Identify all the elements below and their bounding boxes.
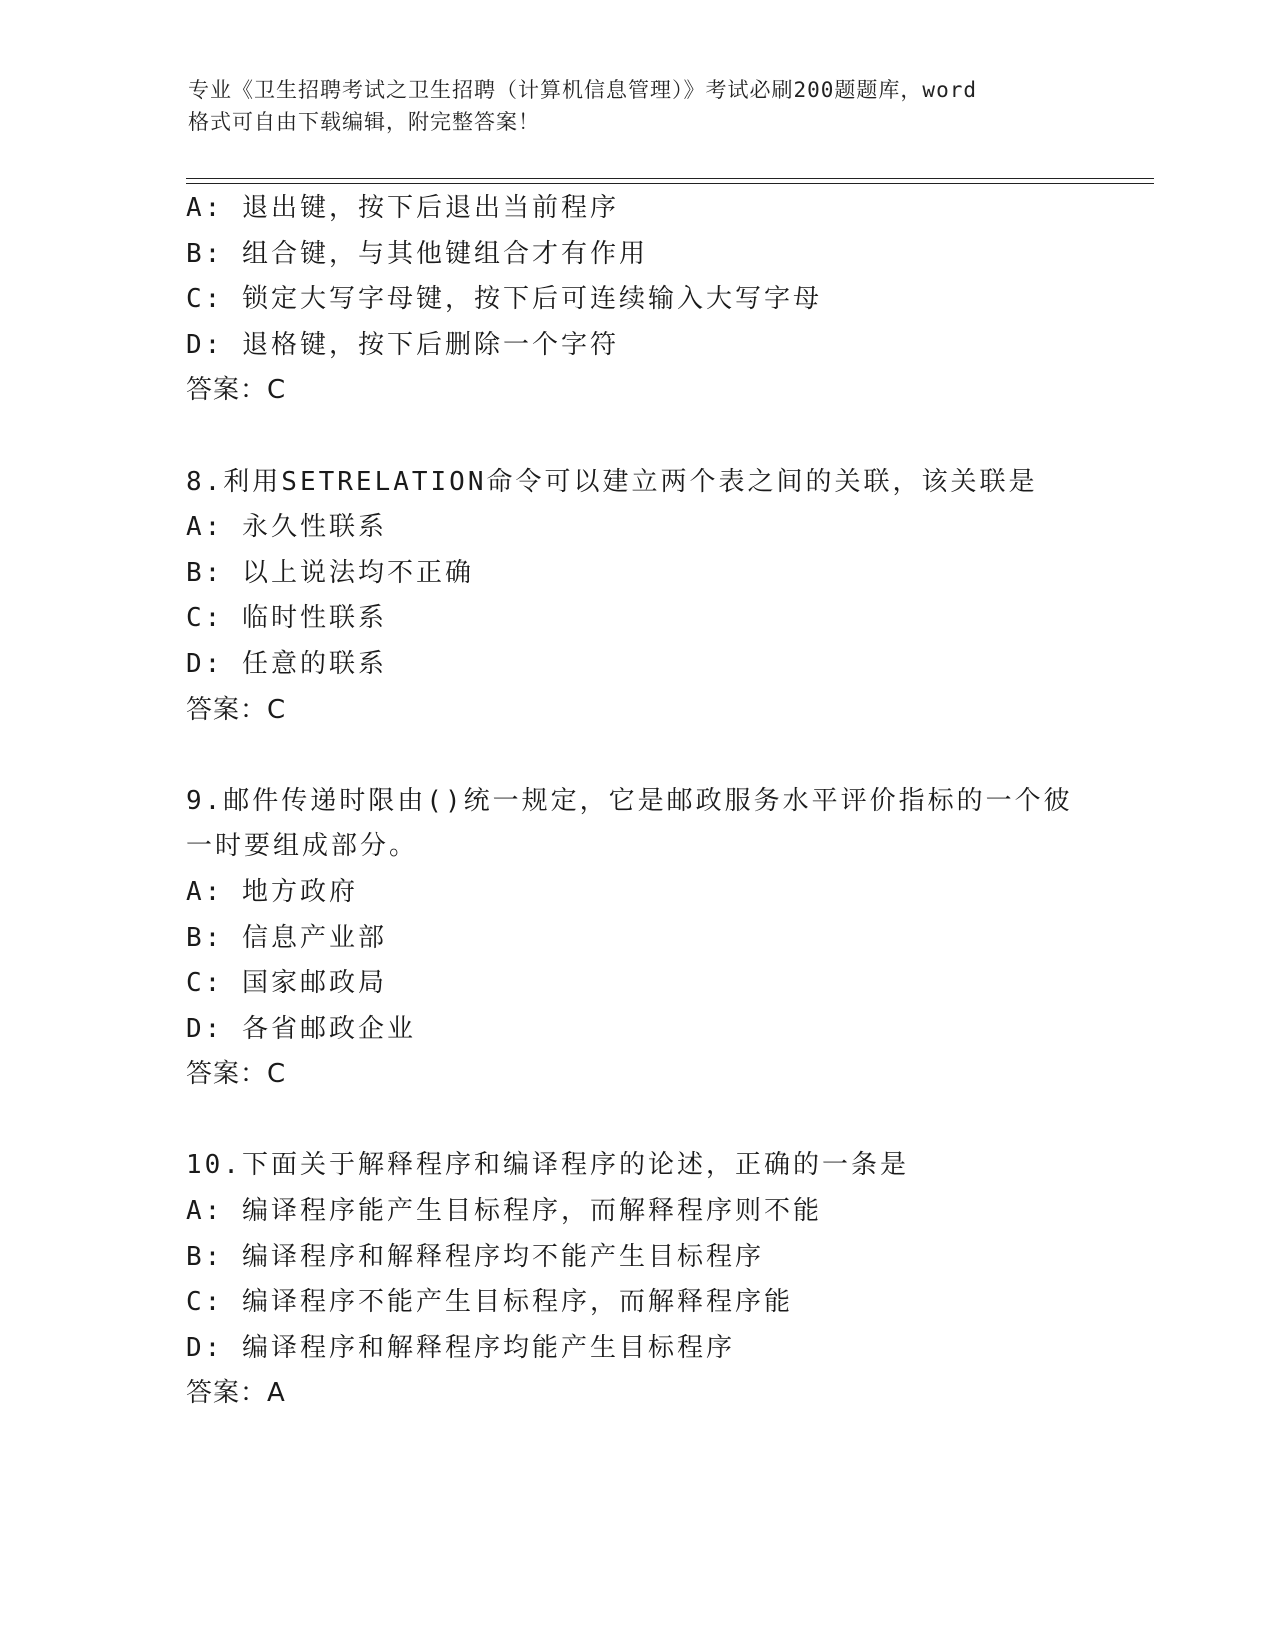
question-stem: 10.下面关于解释程序和编译程序的论述，正确的一条是	[186, 1150, 909, 1181]
option-a: A: 编译程序能产生目标程序，而解释程序则不能	[186, 1196, 822, 1227]
option-d: D: 退格键，按下后删除一个字符	[186, 329, 619, 360]
answer-line: 答案：C	[186, 694, 287, 725]
option-b: B: 信息产业部	[186, 922, 387, 953]
option-c: C: 编译程序不能产生目标程序，而解释程序能	[186, 1287, 793, 1318]
question-stem: 8.利用SETRELATION命令可以建立两个表之间的关联，该关联是	[186, 466, 1038, 497]
document-header	[188, 74, 1088, 138]
question-stem-line-1: 9.邮件传递时限由()统一规定，它是邮政服务水平评价指标的一个彼	[186, 785, 1073, 816]
option-b: B: 以上说法均不正确	[186, 557, 474, 588]
document-body	[186, 186, 1146, 1417]
question-10	[186, 1143, 1146, 1417]
question-stem-line-2: 一时要组成部分。	[186, 831, 419, 862]
spacer	[186, 1098, 1146, 1144]
question-7-continued	[186, 186, 1146, 414]
option-a: A: 永久性联系	[186, 512, 387, 543]
spacer	[186, 414, 1146, 460]
option-d: D: 各省邮政企业	[186, 1013, 416, 1044]
header-divider-bottom	[186, 183, 1154, 184]
header-divider-top	[186, 178, 1154, 179]
option-a: A: 地方政府	[186, 876, 358, 907]
question-9	[186, 779, 1146, 1098]
option-a: A: 退出键，按下后退出当前程序	[186, 193, 619, 223]
option-c: C: 临时性联系	[186, 603, 387, 634]
question-8	[186, 460, 1146, 734]
answer-line: 答案：C	[186, 375, 287, 406]
answer-line: 答案：C	[186, 1059, 287, 1090]
header-line-2: 格式可自由下载编辑，附完整答案！	[188, 110, 540, 134]
option-b: B: 编译程序和解释程序均不能产生目标程序	[186, 1241, 764, 1272]
spacer	[186, 733, 1146, 779]
answer-line: 答案：A	[186, 1378, 286, 1409]
header-line-1: 专业《卫生招聘考试之卫生招聘（计算机信息管理）》考试必刷200题题库，word	[188, 78, 977, 102]
option-c: C: 锁定大写字母键，按下后可连续输入大写字母	[186, 284, 822, 315]
option-d: D: 任意的联系	[186, 648, 387, 679]
option-c: C: 国家邮政局	[186, 968, 387, 999]
option-b: B: 组合键，与其他键组合才有作用	[186, 238, 648, 269]
option-d: D: 编译程序和解释程序均能产生目标程序	[186, 1332, 735, 1363]
